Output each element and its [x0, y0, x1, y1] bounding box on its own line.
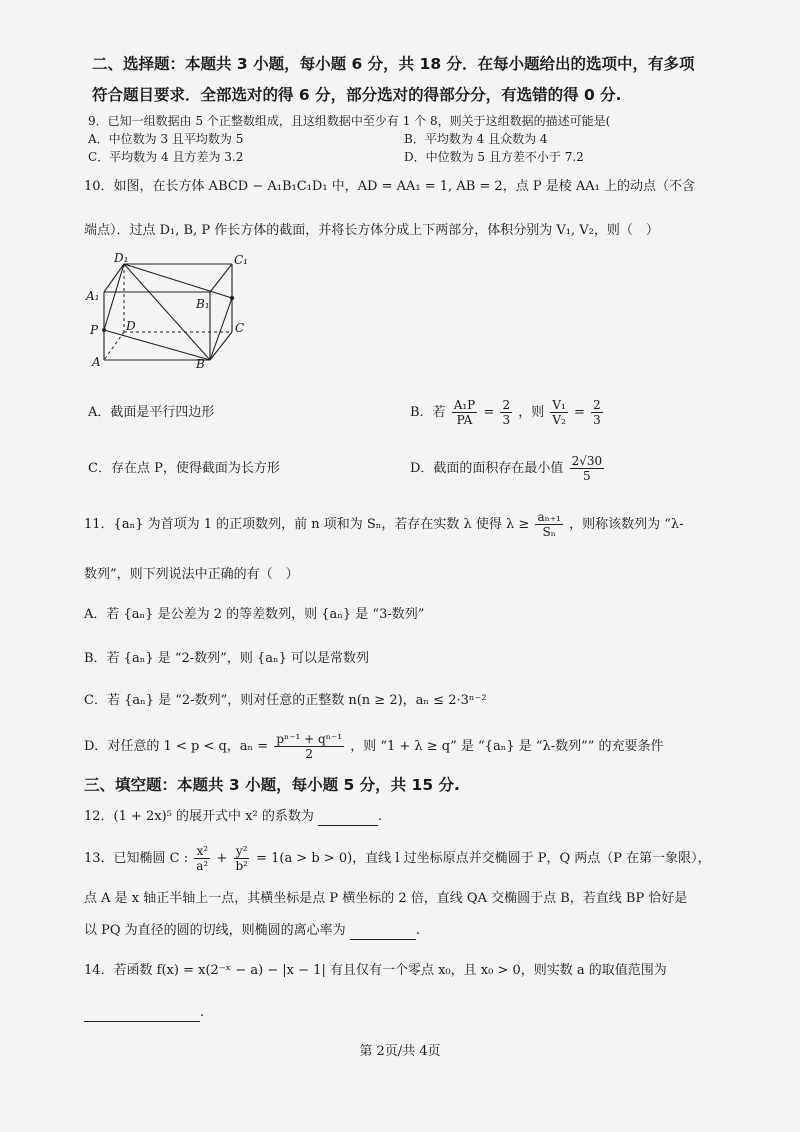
- q11-option-b: B．若 {aₙ} 是 “2-数列”，则 {aₙ} 可以是常数列: [84, 651, 370, 666]
- section2-title-line1: 二、选择题：本题共 3 小题，每小题 6 分，共 18 分．在每小题给出的选项中，有多项: [92, 55, 695, 73]
- q11-d-suffix: ，则 “1 + λ ≥ q” 是 “{aₙ} 是 “λ-数列”” 的充要条件: [350, 739, 664, 754]
- point-p: [102, 328, 106, 332]
- q12: [84, 808, 382, 826]
- q10-b-frac3-num: V₁: [552, 398, 566, 412]
- q14-end: .: [200, 1005, 205, 1020]
- q10-b-mid: ，则: [518, 405, 545, 420]
- q9-option-c: C．平均数为 4 且方差为 3.2: [88, 150, 244, 164]
- q11-option-c: C．若 {aₙ} 是 “2-数列”，则对任意的正整数 n(n ≥ 2)，aₙ ≤ 2·3ⁿ⁻²: [84, 693, 487, 708]
- q13-frac1-den: a²: [196, 859, 209, 873]
- q11-stem-line2: 数列”，则下列说法中正确的有（ ）: [84, 567, 299, 582]
- q13-prefix: 13．已知椭圆 C :: [84, 851, 189, 866]
- hidden-edge-da: [104, 332, 124, 360]
- label-c1: C₁: [234, 253, 248, 267]
- q10-b-frac2: [500, 398, 512, 427]
- label-p: P: [90, 323, 99, 337]
- q10-b-frac4-num: 2: [593, 398, 601, 412]
- edge-bc: [210, 332, 232, 360]
- q13-answer-blank[interactable]: [350, 939, 416, 940]
- q10-d-frac-num: 2√30: [571, 454, 603, 468]
- q10-b-frac3-den: V₂: [552, 413, 566, 427]
- q9-option-a: A．中位数为 3 且平均数为 5: [88, 132, 244, 146]
- q13-line2: 点 A 是 x 轴正半轴上一点，其横坐标是点 P 横坐标的 2 倍，直线 QA 交椭圆于点 B，若直线 BP 恰好是: [84, 891, 688, 906]
- section-pb: [104, 330, 210, 360]
- q13-frac2-num: y²: [235, 844, 248, 858]
- q10-stem-line1: 10．如图，在长方体 ABCD − A₁B₁C₁D₁ 中，AD = AA₁ = 1, AB = 2，点 P 是棱 AA₁ 上的动点（不含: [84, 179, 695, 194]
- q10-b-frac1-den: PA: [456, 413, 473, 427]
- q10-b-frac2-num: 2: [502, 398, 511, 412]
- q13-line3-text: 以 PQ 为直径的圆的切线，则椭圆的离心率为: [84, 923, 346, 938]
- edge-d1a1: [104, 264, 124, 292]
- q10-b-frac4: [591, 398, 603, 427]
- q13-line1: [84, 840, 711, 878]
- label-b: B: [196, 357, 205, 370]
- q10-b-frac1-num: A₁P: [453, 398, 476, 412]
- q11-stem-line1a: 11．{aₙ} 为首项为 1 的正项数列，前 n 项和为 Sₙ，若存在实数 λ 使得 λ ≥: [84, 517, 530, 532]
- q10-d-frac: [570, 454, 605, 483]
- q11-option-d: [84, 728, 664, 766]
- section-c1c-b: [210, 298, 232, 360]
- q13-frac1: [194, 844, 210, 873]
- q13-line1-rest: = 1(a > b > 0)，直线 l 过坐标原点并交椭圆于 P，Q 两点（P 在第一象限），: [256, 851, 711, 866]
- point-on-cc1: [230, 296, 234, 300]
- q10-b-eq2: =: [574, 405, 585, 420]
- page-footer: 第 2页/共 4页: [359, 1044, 441, 1059]
- q11-d-frac-num: pⁿ⁻¹ + qⁿ⁻¹: [276, 732, 343, 746]
- q9-option-d: D．中位数为 5 且方差不小于 7.2: [404, 150, 584, 164]
- q10-option-b: [410, 394, 605, 432]
- q11-d-prefix: D．对任意的 1 < p < q，aₙ =: [84, 739, 269, 754]
- q14-line1: 14．若函数 f(x) = x(2⁻ˣ − a) − |x − 1| 有且仅有一个零点 x₀，且 x₀ > 0，则实数 a 的取值范围为: [84, 963, 667, 978]
- label-d1: D₁: [114, 252, 129, 265]
- q13-end: .: [415, 923, 420, 938]
- q12-answer-blank[interactable]: [318, 825, 378, 826]
- q11-d-frac: [274, 732, 344, 761]
- q11-stem-line1: [84, 506, 684, 544]
- section-pd1: [104, 264, 124, 330]
- section3-title: 三、填空题：本题共 3 小题，每小题 5 分，共 15 分.: [84, 776, 460, 794]
- q10-d-frac-den: 5: [583, 469, 591, 483]
- q13-frac2-den: b²: [235, 859, 248, 873]
- q9-stem: 9．已知一组数据由 5 个正整数组成，且这组数据中至少有 1 个 8，则关于这组数据的描述可能是(: [88, 114, 611, 128]
- edge-c1b1: [210, 264, 232, 292]
- q14-answer-blank[interactable]: [84, 1021, 200, 1022]
- label-b1: B₁: [196, 297, 210, 311]
- q14-line2: [84, 1004, 204, 1022]
- label-c: C: [235, 321, 245, 335]
- label-d: D: [126, 319, 136, 333]
- q10-b-frac2-den: 3: [502, 413, 511, 427]
- q10-option-a: A．截面是平行四边形: [88, 405, 215, 420]
- q10-b-frac3: [550, 398, 567, 427]
- q11-stem-line1b: ，则称该数列为 “λ-: [569, 517, 684, 532]
- label-a: A: [92, 355, 101, 369]
- cuboid-diagram: [84, 252, 254, 370]
- q11-stem-frac-num: aₙ₊₁: [537, 510, 561, 524]
- q10-d-prefix: D．截面的面积存在最小值: [410, 461, 564, 476]
- q10-option-c: C．存在点 P，使得截面为长方形: [88, 461, 280, 476]
- section2-title-line2: 符合题目要求．全部选对的得 6 分，部分选对的得部分分，有选错的得 0 分.: [92, 86, 622, 104]
- q12-end: .: [378, 809, 383, 824]
- q12-text: 12．(1 + 2x)⁵ 的展开式中 x² 的系数为: [84, 809, 314, 824]
- q13-line3: [84, 922, 420, 940]
- q10-b-frac4-den: 3: [593, 413, 601, 427]
- q10-b-frac1: [452, 398, 478, 427]
- q13-plus: +: [216, 851, 228, 866]
- label-a1: A₁: [86, 289, 100, 303]
- q10-b-prefix: B．若: [410, 405, 446, 420]
- q11-stem-frac: [535, 510, 563, 539]
- q9-option-b: B．平均数为 4 且众数为 4: [404, 132, 548, 146]
- q10-b-eq1: =: [483, 405, 495, 420]
- q13-frac2: [233, 844, 250, 873]
- q11-stem-frac-den: Sₙ: [542, 525, 556, 539]
- q10-stem-line2: 端点）．过点 D₁, B, P 作长方体的截面，并将长方体分成上下两部分，体积分别为 V₁, V₂，则（ ）: [84, 223, 659, 238]
- section-d1-c1c: [124, 264, 232, 298]
- q11-d-frac-den: 2: [305, 747, 313, 761]
- q11-option-a: A．若 {aₙ} 是公差为 2 的等差数列，则 {aₙ} 是 “3-数列”: [84, 607, 425, 622]
- q10-option-d: [410, 450, 606, 488]
- section-d1b: [124, 264, 210, 360]
- q13-frac1-num: x²: [196, 844, 209, 858]
